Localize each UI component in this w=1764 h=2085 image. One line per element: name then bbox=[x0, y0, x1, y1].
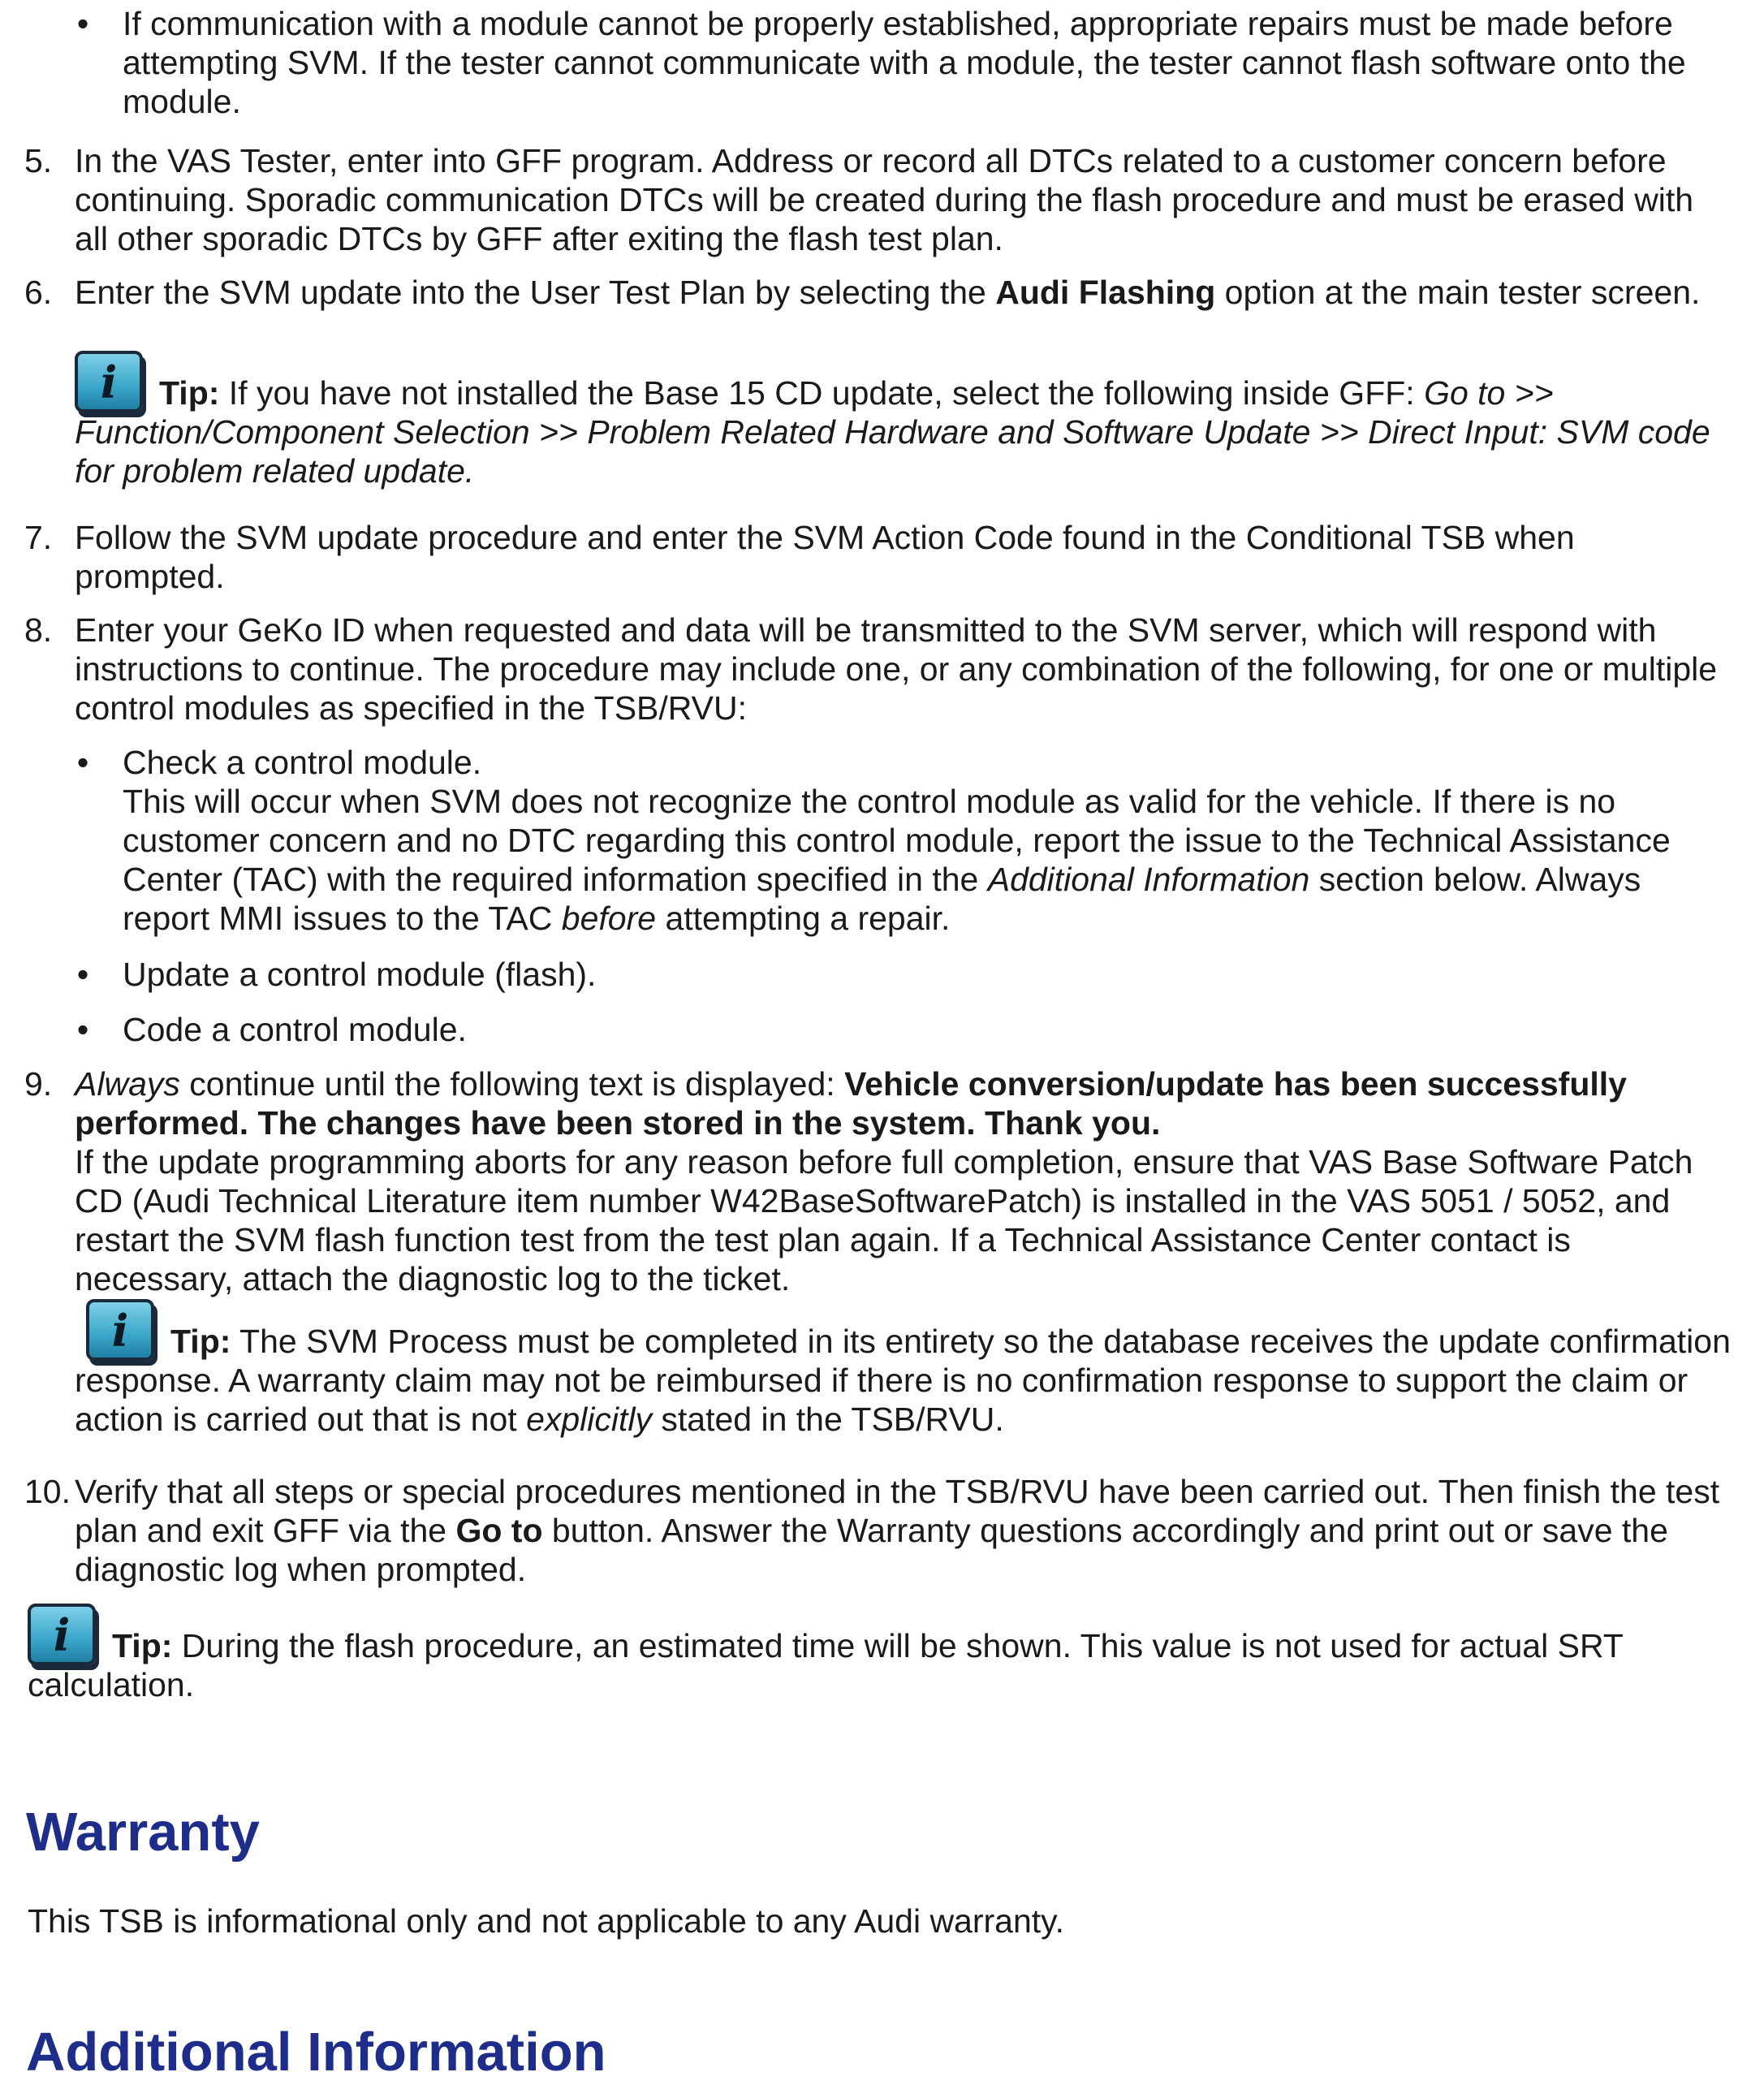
tip-text-part: The SVM Process must be completed in its entirety so the database receives the update confirmation response. A warranty claim may not be reimbursed if there is no confirmation response to support the claim or action is carried out that is not bbox=[75, 1323, 1731, 1438]
step-text-part: Verify that all steps or special procedures mentioned in the TSB/RVU have been carried out. Then finish the test plan and exit GFF via the bbox=[75, 1473, 1720, 1549]
info-icon bbox=[28, 1604, 96, 1665]
bullet: • bbox=[76, 744, 89, 781]
sub-text-part: This will occur when SVM does not recognize the control module as valid for the vehicle. If there is no customer concern and no DTC regarding this control module, report the issue to the Technical Assistance Center (TAC) with the required information specified in the bbox=[123, 783, 1671, 898]
step-italic: Always bbox=[75, 1065, 180, 1103]
tip-italic: explicitly bbox=[526, 1401, 652, 1438]
step-text bbox=[75, 1064, 1732, 1298]
info-glyph: i bbox=[111, 1305, 129, 1357]
step-bold: Audi Flashing bbox=[995, 274, 1216, 311]
bullet: • bbox=[76, 5, 89, 42]
step-text: Enter your GeKo ID when requested and data will be transmitted to the SVM server, which will respond with instructions to continue. The procedure may include one, or any combination of the following, for one or multiple control modules as specified in the TSB/RVU: bbox=[75, 611, 1718, 727]
step-text-part: button. Answer the Warranty questions accordingly and print out or save the diagnostic log when prompted. bbox=[75, 1512, 1668, 1588]
sub-item-title: Check a control module. bbox=[123, 744, 482, 781]
tip-label: Tip: bbox=[170, 1323, 231, 1360]
step-text-part: Enter the SVM update into the User Test Plan by selecting the bbox=[75, 274, 996, 311]
step-number: 10. bbox=[24, 1473, 71, 1510]
sub-text-part: attempting a repair. bbox=[656, 900, 951, 937]
sub-italic: Additional Information bbox=[987, 861, 1310, 898]
step-number: 6. bbox=[24, 274, 53, 311]
step-bold: Vehicle conversion/update has been successfully performed. The changes have been stored in the system. Thank you. bbox=[75, 1065, 1627, 1142]
step-text-part: continue until the following text is displayed: bbox=[179, 1065, 845, 1103]
tip-label: Tip: bbox=[112, 1627, 173, 1664]
tip-text bbox=[75, 351, 1732, 490]
info-glyph: i bbox=[100, 356, 118, 408]
list-item-text: If communication with a module cannot be properly established, appropriate repairs must be made before attempting SVM. If the tester cannot communicate with a module, the tester cannot flash software onto the module. bbox=[123, 5, 1686, 120]
step-paragraph: If the update programming aborts for any reason before full completion, ensure that VAS Base Software Patch CD (Audi Technical Literature item number W42BaseSoftwarePatch) is installed in the VAS 5051 / 5052, and restart the SVM flash function test from the test plan again. If a Technical Assistance Center contact is necessary, attach the diagnostic log to the ticket. bbox=[75, 1143, 1693, 1297]
step-number: 7. bbox=[24, 519, 53, 556]
bullet: • bbox=[76, 956, 89, 993]
step-text: Follow the SVM update procedure and enter the SVM Action Code found in the Conditional TSB when prompted. bbox=[75, 519, 1575, 595]
step-text bbox=[75, 1472, 1732, 1589]
sub-italic: before bbox=[561, 900, 657, 937]
sub-item-text: Update a control module (flash). bbox=[123, 956, 597, 993]
step-text: In the VAS Tester, enter into GFF program. Address or record all DTCs related to a customer concern before continuing. Sporadic communication DTCs will be created during the flash procedure and must be erased with all other sporadic DTCs by GFF after exiting the flash test plan. bbox=[75, 142, 1694, 257]
step-text-part: option at the main tester screen. bbox=[1215, 274, 1701, 311]
step-text bbox=[75, 273, 1732, 312]
step-number: 8. bbox=[24, 611, 53, 649]
tip-italic: Go to >> Function/Component Selection >> Problem Related Hardware and Software Update >> Direct Input: SVM code for problem related update. bbox=[75, 374, 1710, 490]
tip-text-part: stated in the TSB/RVU. bbox=[652, 1401, 1004, 1438]
tip-text-part: During the flash procedure, an estimated time will be shown. This value is not used for actual SRT calculation. bbox=[28, 1627, 1624, 1703]
info-glyph: i bbox=[53, 1609, 71, 1661]
sub-item-text: Code a control module. bbox=[123, 1011, 467, 1048]
tip-label: Tip: bbox=[159, 374, 220, 412]
info-icon bbox=[75, 351, 143, 412]
step-bold: Go to bbox=[455, 1512, 543, 1549]
info-icon bbox=[86, 1299, 154, 1361]
section-heading-additional-information: Additional Information bbox=[26, 2022, 606, 2083]
tip-text bbox=[75, 1299, 1732, 1439]
tip-text bbox=[28, 1604, 1732, 1704]
tip-text-part: If you have not installed the Base 15 CD update, select the following inside GFF: bbox=[219, 374, 1425, 412]
sub-text-part: section below. Always report MMI issues to the TAC bbox=[123, 861, 1641, 937]
paragraph: This TSB is informational only and not applicable to any Audi warranty. bbox=[28, 1902, 1065, 1940]
step-number: 9. bbox=[24, 1065, 53, 1103]
sub-item-text bbox=[123, 743, 1732, 938]
section-heading-warranty: Warranty bbox=[26, 1802, 260, 1863]
sub-item-body bbox=[123, 782, 1732, 938]
bullet: • bbox=[76, 1011, 89, 1048]
step-number: 5. bbox=[24, 142, 53, 179]
